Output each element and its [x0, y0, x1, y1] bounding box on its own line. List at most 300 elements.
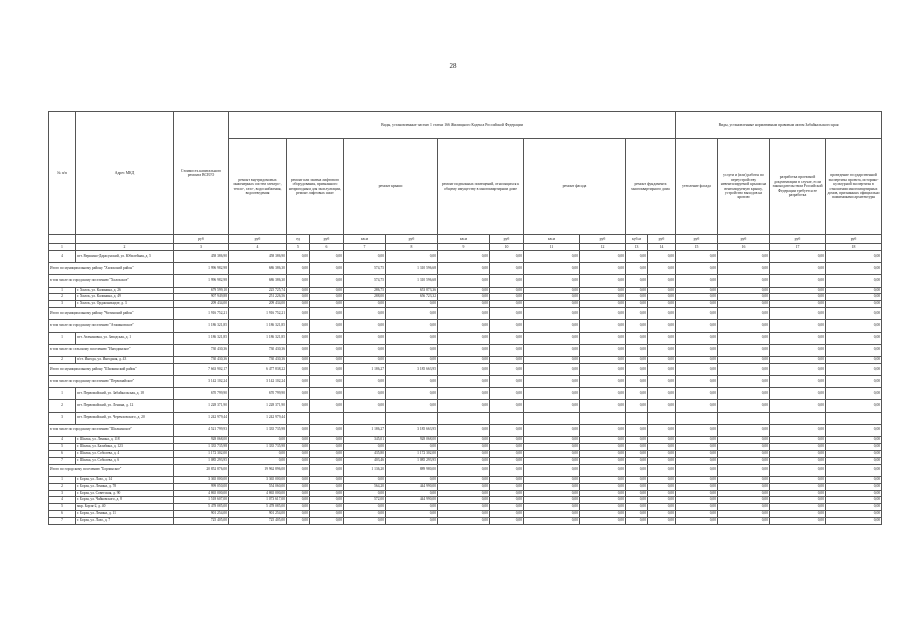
value-cell: 0,00 [344, 376, 386, 388]
column-number: 6 [310, 244, 344, 251]
value-cell: 3 142 102,24 [174, 376, 229, 388]
value-cell: 0,00 [344, 476, 386, 483]
unit-cell: кв.м [524, 235, 580, 244]
value-cell: 686 386,30 [229, 263, 287, 275]
value-cell: 679 599,10 [174, 287, 229, 294]
value-cell: 0,00 [490, 376, 524, 388]
value-cell: 0,00 [580, 363, 626, 375]
unit-cell: руб [826, 235, 882, 244]
value-cell: 0,00 [310, 518, 344, 525]
value-cell: 0,00 [287, 251, 310, 263]
value-cell: 1 136,20 [344, 464, 386, 476]
value-cell: 0,00 [648, 443, 676, 450]
value-cell: 0,00 [310, 287, 344, 294]
subtotal-row [49, 464, 882, 476]
value-cell: 1 172 302,00 [386, 450, 438, 457]
value-cell: 0,00 [580, 511, 626, 518]
value-cell: 0,00 [287, 308, 310, 320]
value-cell: 0,00 [386, 388, 438, 400]
table-header [49, 112, 882, 251]
value-cell: 0,00 [626, 457, 648, 464]
value-cell: 0,00 [490, 400, 524, 412]
value-cell: 0,00 [229, 450, 287, 457]
value-cell: 0,00 [490, 263, 524, 275]
row-number: 1 [49, 388, 76, 400]
table-row [49, 437, 882, 444]
value-cell: 0,00 [438, 275, 490, 287]
value-cell: 0,00 [718, 287, 770, 294]
row-number: 2 [49, 294, 76, 301]
value-cell: 0,00 [626, 437, 648, 444]
row-address: г. Шилка, ул. Балябина, д. 123 [76, 443, 174, 450]
value-cell: 0,00 [826, 344, 882, 356]
value-cell: 0,00 [287, 263, 310, 275]
value-cell: 0,00 [648, 263, 676, 275]
unit-cell: руб [676, 235, 718, 244]
value-cell: 6 477 838,22 [229, 363, 287, 375]
value-cell: 0,00 [580, 490, 626, 497]
value-cell [386, 412, 438, 424]
header-expertise: проведение государственной экспертизы проекта, историко-культурной экспертизы в отношении многоквартирных домов, признанных официально памятниками архитектуры [826, 139, 882, 235]
value-cell: 0,00 [648, 275, 676, 287]
value-cell: 0,00 [438, 251, 490, 263]
value-cell: 0,00 [626, 388, 648, 400]
value-cell: 572,00 [344, 497, 386, 504]
value-cell: 0,00 [287, 356, 310, 363]
value-cell: 0,00 [626, 497, 648, 504]
header-docs: разработка проектной документации в случае, если законодательством Российской Федерации требуется ее разработка [770, 139, 826, 235]
value-cell: 0,00 [287, 497, 310, 504]
value-cell: 0,00 [524, 424, 580, 436]
value-cell [524, 412, 580, 424]
value-cell: 0,00 [524, 437, 580, 444]
value-cell: 0,00 [580, 263, 626, 275]
value-cell: 0,00 [770, 320, 826, 332]
subtotal-row [49, 344, 882, 356]
value-cell: 1 996 982,98 [174, 275, 229, 287]
value-cell: 0,00 [648, 490, 676, 497]
value-cell: 1 172 302,00 [174, 450, 229, 457]
value-cell: 0,00 [676, 332, 718, 344]
value-cell: 0,00 [490, 388, 524, 400]
value-cell: 0,00 [676, 308, 718, 320]
value-cell: 0,00 [287, 363, 310, 375]
value-cell: 0,00 [718, 457, 770, 464]
value-cell: 0,00 [770, 511, 826, 518]
value-cell [438, 412, 490, 424]
subtotal-row [49, 363, 882, 375]
header-group-regional: Виды, установленные нормативным правовым актом Забайкальского края [676, 112, 882, 139]
row-address: пгт. Первомайский, ул. Черемховского, д. 20 [76, 412, 174, 424]
page-number: 28 [449, 62, 457, 70]
unit-cell: руб [174, 235, 229, 244]
value-cell [580, 412, 626, 424]
value-cell: 0,00 [310, 450, 344, 457]
value-cell: 0,00 [676, 443, 718, 450]
value-cell: 0,00 [770, 457, 826, 464]
row-address: г. Хилок, ул. Калинина, д. 26 [76, 287, 174, 294]
value-cell: 251 226,56 [229, 294, 287, 301]
value-cell: 1 186,27 [344, 424, 386, 436]
row-number: 7 [49, 457, 76, 464]
value-cell: 0,00 [626, 344, 648, 356]
row-number: 4 [49, 251, 76, 263]
value-cell: 0,00 [344, 308, 386, 320]
row-number: 3 [49, 301, 76, 308]
value-cell: 0,00 [826, 376, 882, 388]
value-cell: 0,00 [524, 443, 580, 450]
value-cell: 7 663 902,17 [174, 363, 229, 375]
value-cell: 0,00 [676, 388, 718, 400]
value-cell: 0,00 [524, 356, 580, 363]
value-cell: 0,00 [524, 497, 580, 504]
row-address: мкр. Борзя-2, д. 40 [76, 504, 174, 511]
value-cell: 19 962 896,00 [229, 464, 287, 476]
header-design: услуги и (или) работы по переустройству невентилируемой крыши на вентилируемую крышу, устройство выходов на кровлю [718, 139, 770, 235]
value-cell: 0,00 [287, 400, 310, 412]
value-cell: 0,00 [718, 476, 770, 483]
value-cell: 0,00 [580, 388, 626, 400]
value-cell: 0,00 [718, 504, 770, 511]
value-cell: 907 949,88 [174, 294, 229, 301]
value-cell: 0,00 [826, 363, 882, 375]
subtotal-label: в том числе по сельскому поселению "Ингодинское" [49, 344, 174, 356]
value-cell: 0,00 [287, 504, 310, 511]
value-cell: 0,00 [626, 356, 648, 363]
value-cell: 0,00 [344, 251, 386, 263]
value-cell: 0,00 [344, 511, 386, 518]
column-number: 14 [648, 244, 676, 251]
value-cell: 0,00 [524, 457, 580, 464]
column-number: 13 [626, 244, 648, 251]
value-cell: 0,00 [490, 437, 524, 444]
value-cell: 0,00 [438, 483, 490, 490]
value-cell: 0,00 [676, 518, 718, 525]
value-cell: 0,00 [770, 476, 826, 483]
value-cell: 0,00 [310, 464, 344, 476]
value-cell: 0,00 [310, 457, 344, 464]
value-cell: 0,00 [580, 344, 626, 356]
value-cell: 0,00 [718, 301, 770, 308]
value-cell: 928 068,00 [386, 437, 438, 444]
value-cell: 0,00 [490, 476, 524, 483]
value-cell: 0,00 [626, 275, 648, 287]
value-cell: 0,00 [287, 344, 310, 356]
table-body [49, 251, 882, 525]
value-cell: 458 386,90 [174, 251, 229, 263]
value-cell: 0,00 [438, 356, 490, 363]
value-cell: 0,00 [626, 308, 648, 320]
unit-cell: кв.м [344, 235, 386, 244]
value-cell: 0,00 [826, 476, 882, 483]
value-cell: 0,00 [626, 504, 648, 511]
value-cell: 0,00 [770, 443, 826, 450]
value-cell: 0,00 [580, 308, 626, 320]
unit-cell: ед [287, 235, 310, 244]
value-cell: 0,00 [648, 497, 676, 504]
value-cell: 0,00 [287, 301, 310, 308]
value-cell: 0,00 [344, 332, 386, 344]
value-cell: 0,00 [626, 400, 648, 412]
value-cell: 0,00 [718, 275, 770, 287]
value-cell: 1 186,27 [344, 363, 386, 375]
value-cell: 0,00 [626, 376, 648, 388]
value-cell: 1 310 596,68 [386, 275, 438, 287]
value-cell: 0,00 [626, 443, 648, 450]
value-cell: 0,00 [580, 483, 626, 490]
value-cell: 0,00 [718, 464, 770, 476]
column-number: 16 [718, 244, 770, 251]
value-cell: 0,00 [718, 497, 770, 504]
value-cell: 0,00 [524, 251, 580, 263]
value-cell: 0,00 [676, 287, 718, 294]
value-cell: 0,00 [310, 476, 344, 483]
value-cell: 0,00 [648, 476, 676, 483]
table-row [49, 443, 882, 450]
value-cell: 0,00 [490, 518, 524, 525]
value-cell: 0,00 [826, 388, 882, 400]
value-cell: 0,00 [648, 294, 676, 301]
value-cell: 0,00 [310, 363, 344, 375]
value-cell: 0,00 [490, 504, 524, 511]
value-cell: 0,00 [386, 332, 438, 344]
value-cell: 0,00 [676, 511, 718, 518]
value-cell: 0,00 [826, 483, 882, 490]
value-cell: 0,00 [580, 294, 626, 301]
value-cell: 1 085 293,95 [174, 457, 229, 464]
value-cell: 0,00 [524, 332, 580, 344]
column-number: 18 [826, 244, 882, 251]
value-cell: 0,00 [287, 483, 310, 490]
value-cell: 0,00 [770, 344, 826, 356]
value-cell: 0,00 [580, 504, 626, 511]
value-cell: 0,00 [826, 457, 882, 464]
row-address: г. Хилок, ул. Калинина, д. 49 [76, 294, 174, 301]
value-cell: 0,00 [524, 275, 580, 287]
value-cell: 0,00 [626, 450, 648, 457]
value-cell: 0,00 [287, 424, 310, 436]
value-cell: 0,00 [648, 356, 676, 363]
unit-cell: руб [718, 235, 770, 244]
column-number: 5 [287, 244, 310, 251]
row-address: г. Борзя, ул. Ленина, д. 11 [76, 511, 174, 518]
value-cell: 0,00 [676, 344, 718, 356]
value-cell: 0,00 [770, 275, 826, 287]
unit-cell: куб.м [626, 235, 648, 244]
value-cell: 0,00 [386, 490, 438, 497]
value-cell: 0,00 [524, 490, 580, 497]
value-cell: 0,00 [770, 287, 826, 294]
subtotal-row [49, 263, 882, 275]
value-cell: 0,00 [676, 363, 718, 375]
value-cell: 0,00 [626, 424, 648, 436]
value-cell: 0,00 [310, 308, 344, 320]
value-cell: 0,00 [770, 263, 826, 275]
value-cell: 0,00 [580, 443, 626, 450]
value-cell: 0,00 [770, 294, 826, 301]
value-cell: 0,00 [676, 294, 718, 301]
value-cell: 1 073 617,00 [229, 497, 287, 504]
row-address: г. Шилка, ул. Ленина, д. 118 [76, 437, 174, 444]
row-address: г. Шилка, ул. Соболева, д. 6 [76, 457, 174, 464]
value-cell: 0,00 [310, 490, 344, 497]
row-number: 6 [49, 511, 76, 518]
value-cell: 0,00 [718, 320, 770, 332]
value-cell: 458 386,90 [229, 251, 287, 263]
unit-empty [76, 235, 174, 244]
value-cell: 0,00 [718, 490, 770, 497]
value-cell: 0,00 [626, 483, 648, 490]
row-number: 2 [49, 356, 76, 363]
value-cell: 0,00 [386, 251, 438, 263]
table-row [49, 251, 882, 263]
table-row [49, 301, 882, 308]
header-facade: ремонт фасада [524, 139, 626, 235]
table-row [49, 518, 882, 525]
value-cell: 5 478 085,00 [174, 504, 229, 511]
row-address: г. Борзя, ул. Советская, д. 90 [76, 490, 174, 497]
value-cell: 0,00 [344, 356, 386, 363]
value-cell: 0,00 [524, 388, 580, 400]
value-cell: 3 142 102,24 [229, 376, 287, 388]
value-cell: 1 916 752,21 [174, 308, 229, 320]
value-cell: 1 335 735,98 [174, 443, 229, 450]
value-cell: 1 518 607,00 [174, 497, 229, 504]
value-cell: 0,00 [770, 301, 826, 308]
header-address: Адрес МКД [76, 112, 174, 235]
value-cell: 0,00 [287, 332, 310, 344]
table-row [49, 497, 882, 504]
value-cell: 0,00 [676, 356, 718, 363]
table-row [49, 457, 882, 464]
row-address: п/ст. Ингода, ул. Ингодная, д. 43 [76, 356, 174, 363]
value-cell: 435,80 [344, 450, 386, 457]
value-cell: 0,00 [344, 490, 386, 497]
header-num: № п/п [49, 112, 76, 235]
value-cell: 725 405,00 [174, 518, 229, 525]
value-cell: 0,00 [626, 518, 648, 525]
value-cell: 0,00 [344, 344, 386, 356]
value-cell: 0,00 [438, 511, 490, 518]
row-number: 1 [49, 287, 76, 294]
value-cell: 0,00 [580, 476, 626, 483]
value-cell: 0,00 [287, 294, 310, 301]
value-cell: 0,00 [490, 450, 524, 457]
value-cell: 0,00 [524, 376, 580, 388]
row-address: пгт. Первомайский, ул. Ленина, д. 12 [76, 400, 174, 412]
row-number: 4 [49, 437, 76, 444]
value-cell: 0,00 [648, 450, 676, 457]
value-cell: 0,00 [770, 424, 826, 436]
value-cell: 0,00 [580, 424, 626, 436]
value-cell: 0,00 [386, 511, 438, 518]
value-cell: 0,00 [490, 344, 524, 356]
value-cell: 0,00 [626, 332, 648, 344]
value-cell: 0,00 [580, 332, 626, 344]
table-row [49, 490, 882, 497]
row-address: г. Борзя, ул. Лазо, д. 7 [76, 518, 174, 525]
value-cell: 0,00 [490, 490, 524, 497]
value-cell: 0,00 [438, 437, 490, 444]
value-cell: 0,00 [826, 301, 882, 308]
value-cell: 4 865 000,00 [174, 490, 229, 497]
value-cell: 20 852 876,00 [174, 464, 229, 476]
subtotal-label: в том числе по городскому поселению "Шилкинское" [49, 424, 174, 436]
unit-cell: руб [386, 235, 438, 244]
table-row [49, 356, 882, 363]
value-cell: 730 430,36 [174, 344, 229, 356]
value-cell [826, 412, 882, 424]
value-cell: 0,00 [524, 287, 580, 294]
value-cell: 1 228 371,90 [174, 400, 229, 412]
column-number: 7 [344, 244, 386, 251]
value-cell: 345,01 [344, 437, 386, 444]
value-cell: 0,00 [386, 376, 438, 388]
value-cell: 653 873,36 [386, 287, 438, 294]
value-cell: 0,00 [826, 497, 882, 504]
row-address: г. Шилка, ул. Соболева, д. 4 [76, 450, 174, 457]
value-cell: 0,00 [770, 490, 826, 497]
value-cell: 0,00 [826, 437, 882, 444]
column-number: 8 [386, 244, 438, 251]
value-cell: 0,00 [524, 320, 580, 332]
value-cell: 0,00 [287, 464, 310, 476]
value-cell: 0,00 [490, 294, 524, 301]
value-cell: 0,00 [826, 251, 882, 263]
table-row [49, 294, 882, 301]
value-cell: 1 916 752,21 [229, 308, 287, 320]
subtotal-row [49, 320, 882, 332]
subtotal-label: Итого по муниципальному району "Шилкинский район" [49, 363, 174, 375]
unit-cell: руб [770, 235, 826, 244]
row-address: г. Борзя, ул. Лазо, д. 14 [76, 476, 174, 483]
row-address: г. Борзя, ул. Ленина, д. 78 [76, 483, 174, 490]
value-cell: 0,00 [386, 320, 438, 332]
value-cell: 0,00 [648, 511, 676, 518]
subtotal-label: Итого по городскому поселению "Борзинское" [49, 464, 174, 476]
value-cell: 656 723,32 [386, 294, 438, 301]
value-cell: 0,00 [524, 504, 580, 511]
value-cell: 0,00 [626, 287, 648, 294]
value-cell: 901 254,00 [229, 511, 287, 518]
header-total: Стоимость капитального ремонта ВСЕГО [174, 112, 229, 235]
value-cell: 0,00 [490, 287, 524, 294]
value-cell: 209 434,00 [174, 301, 229, 308]
table-row [49, 388, 882, 400]
value-cell: 0,00 [310, 497, 344, 504]
value-cell: 0,00 [438, 344, 490, 356]
value-cell: 670 799,90 [229, 388, 287, 400]
value-cell: 574,75 [344, 263, 386, 275]
value-cell: 0,00 [287, 320, 310, 332]
value-cell: 0,00 [287, 490, 310, 497]
table-row [49, 400, 882, 412]
value-cell: 1 186 321,85 [229, 320, 287, 332]
value-cell: 0,00 [718, 437, 770, 444]
value-cell: 0,00 [524, 308, 580, 320]
value-cell: 0,00 [718, 450, 770, 457]
value-cell: 0,00 [580, 457, 626, 464]
value-cell: 0,00 [718, 511, 770, 518]
row-number: 2 [49, 400, 76, 412]
value-cell: 0,00 [344, 388, 386, 400]
value-cell: 0,00 [826, 400, 882, 412]
value-cell: 0,00 [287, 287, 310, 294]
value-cell: 0,00 [386, 400, 438, 412]
row-number: 7 [49, 518, 76, 525]
value-cell: 0,00 [310, 483, 344, 490]
value-cell: 0,00 [648, 400, 676, 412]
